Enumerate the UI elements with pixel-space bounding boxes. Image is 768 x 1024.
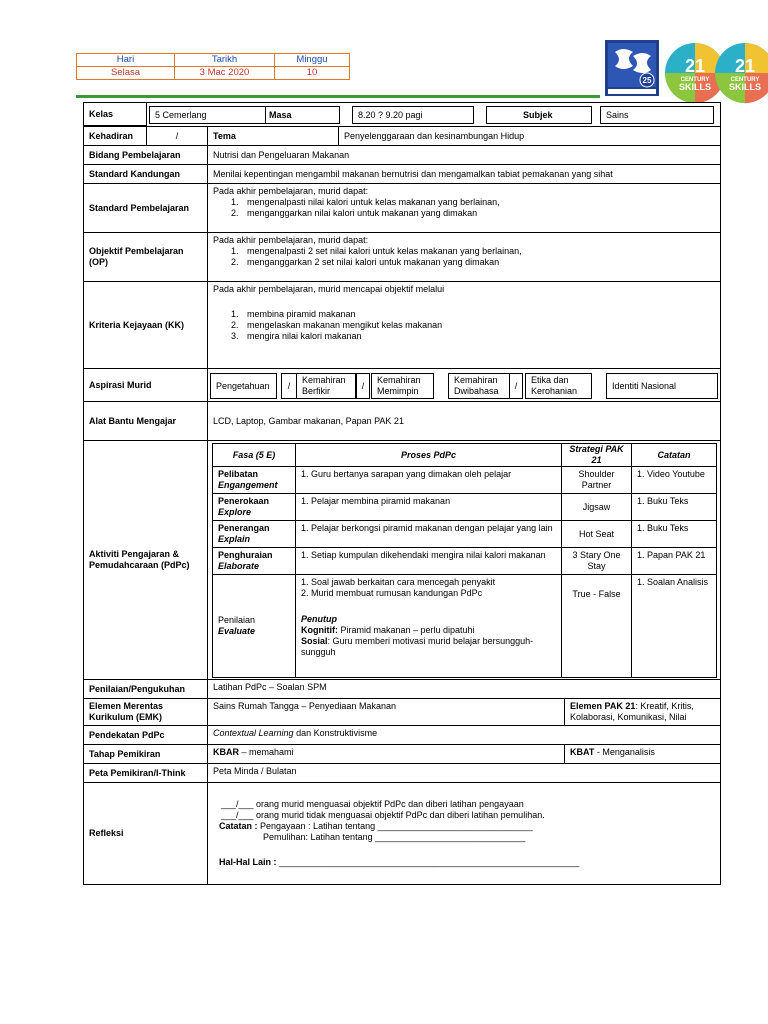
masa-label: Masa <box>264 106 340 124</box>
skills1-number: 21 <box>684 56 706 76</box>
phase-penerokaan <box>212 493 296 521</box>
proses-penilaian-2: 2. Murid membuat rumusan kandungan PdPc <box>301 588 483 598</box>
bidang-label: Bidang Pembelajaran <box>83 145 208 165</box>
proses-penerangan: 1. Pelajar berkongsi piramid makanan dengan pelajar yang lain <box>295 520 562 548</box>
catatan-pelibatan: 1. Video Youtube <box>631 466 717 494</box>
pak21-value: : Kreatif, Kritis, Kolaborasi, Komunikasi, Nilai <box>570 701 694 722</box>
aspirasi-tick-2: / <box>356 373 370 399</box>
refleksi-content <box>207 782 721 885</box>
hari-value: Selasa <box>76 66 175 80</box>
catatan-penghuraian: 1. Papan PAK 21 <box>631 547 717 575</box>
kk-item-2: 2. mengelaskan makanan mengikut kelas makanan <box>241 320 715 331</box>
kognitif-value: Piramid makanan – perlu dipatuhi <box>337 625 475 635</box>
kbar-value: – memahami <box>239 747 294 757</box>
phase-penerokaan-en: Explore <box>218 507 252 517</box>
sosial-label: Sosial <box>301 636 328 646</box>
aktiviti-label: Aktiviti Pengajaran & Pemudahcaraan (PdPc) <box>83 440 208 680</box>
aspirasi-memimpin: Kemahiran Memimpin <box>371 373 434 399</box>
phase-penghuraian <box>212 547 296 575</box>
school-logo <box>603 38 661 98</box>
halhal-value: ____________________________________________________________ <box>276 857 580 867</box>
skills1-century: CENTURY <box>680 77 710 83</box>
aspirasi-tick-3: / <box>509 373 523 399</box>
catatan-penerokaan: 1. Buku Teks <box>631 493 717 521</box>
op-content <box>207 232 721 282</box>
pak21-cell <box>564 698 721 726</box>
strategi-penilaian: True - False <box>561 574 632 678</box>
kk-content <box>207 281 721 369</box>
aspirasi-berfikir: Kemahiran Berfikir <box>296 373 356 399</box>
refleksi-line-1: ___/___ orang murid menguasai objektif PdPc dan diberi latihan pengayaan <box>221 799 524 809</box>
sk-label: Standard Kandungan <box>83 164 208 184</box>
sp-item-1: 1. mengenalpasti nilai kalori untuk kelas makanan yang berlainan, <box>241 197 715 208</box>
kehadiran-label: Kehadiran <box>83 126 147 146</box>
kk-label: Kriteria Kejayaan (KK) <box>83 281 208 369</box>
tarikh-value: 3 Mac 2020 <box>174 66 275 80</box>
pak21-label: Elemen PAK 21 <box>570 701 636 711</box>
subjek-value: Sains <box>600 106 714 124</box>
phase-penilaian-en: Evaluate <box>218 626 256 636</box>
kbat-value: - Menganalisis <box>594 747 655 757</box>
minggu-header: Minggu <box>274 53 350 67</box>
penutup-label: Penutup <box>301 614 337 624</box>
col-catatan: Catatan <box>631 443 717 467</box>
penilaian-label: Penilaian/Pengukuhan <box>83 679 208 699</box>
kk-intro: Pada akhir pembelajaran, murid mencapai objektif melalui <box>213 284 445 294</box>
phase-penerangan-name: Penerangan <box>218 523 270 533</box>
col-strategi: Strategi PAK 21 <box>561 443 632 467</box>
aspirasi-pengetahuan: Pengetahuan <box>210 373 277 399</box>
sp-content <box>207 183 721 233</box>
proses-penilaian-1: 1. Soal jawab berkaitan cara mencegah penyakit <box>301 577 496 587</box>
catatan-penerangan: 1. Buku Teks <box>631 520 717 548</box>
sk-value: Menilai kepentingan mengambil makanan bernutrisi dan mengamalkan tabiat pemakanan yang sihat <box>207 164 721 184</box>
phase-penghuraian-en: Elaborate <box>218 561 260 571</box>
subjek-label: Subjek <box>486 106 592 124</box>
21st-century-skills-logo-2 <box>714 42 768 104</box>
sp-intro: Pada akhir pembelajaran, murid dapat: <box>213 186 369 196</box>
strategi-pelibatan: Shoulder Partner <box>561 466 632 494</box>
aspirasi-tick-1: / <box>281 373 297 399</box>
emk-value: Sains Rumah Tangga – Penyediaan Makanan <box>207 698 565 726</box>
proses-pelibatan: 1. Guru bertanya sarapan yang dimakan oleh pelajar <box>295 466 562 494</box>
pendekatan-value <box>207 725 721 745</box>
emk-label: Elemen Merentas Kurikulum (EMK) <box>83 698 208 726</box>
col-fasa: Fasa (5 E) <box>212 443 296 467</box>
kelas-label: Kelas <box>83 102 147 126</box>
strategi-penerokaan: Jigsaw <box>561 493 632 521</box>
kbar-label: KBAR <box>213 747 239 757</box>
sosial-value: : Guru memberi motivasi murid belajar bersungguh-sungguh <box>301 636 534 657</box>
kbar-cell <box>207 744 565 764</box>
op-label: Objektif Pembelajaran (OP) <box>83 232 208 282</box>
kk-item-3: 3. mengira nilai kalori makanan <box>241 331 715 342</box>
penilaian-value: Latihan PdPc – Soalan SPM <box>207 679 721 699</box>
proses-penghuraian: 1. Setiap kumpulan dikehendaki mengira nilai kalori makanan <box>295 547 562 575</box>
strategi-penerangan: Hot Seat <box>561 520 632 548</box>
pendekatan-italic: Contextual Learning <box>213 728 294 738</box>
phase-pelibatan-name: Pelibatan <box>218 469 259 479</box>
kehadiran-value: / <box>146 126 208 146</box>
phase-penghuraian-name: Penghuraian <box>218 550 273 560</box>
catatan-pengayaan: Pengayaan : Latihan tentang _______________________________ <box>257 821 533 831</box>
aspirasi-label: Aspirasi Murid <box>83 368 208 402</box>
phase-penilaian <box>212 574 296 678</box>
refleksi-label: Refleksi <box>83 782 208 885</box>
catatan-pemulihan: Pemulihan: Latihan tentang ______________________________ <box>263 832 526 842</box>
tahap-label: Tahap Pemikiran <box>83 744 208 764</box>
hari-header: Hari <box>76 53 175 67</box>
aspirasi-row <box>207 368 721 402</box>
phase-penilaian-name: Penilaian <box>218 615 256 625</box>
phase-pelibatan-en: Engangement <box>218 480 278 490</box>
abm-label: Alat Bantu Mengajar <box>83 401 208 441</box>
phase-penerangan <box>212 520 296 548</box>
tema-value: Penyelenggaraan dan kesinambungan Hidup <box>338 126 721 146</box>
sp-item-2: 2. menganggarkan nilai kalori untuk makanan yang dimakan <box>241 208 715 219</box>
bidang-value: Nutrisi dan Pengeluaran Makanan <box>207 145 721 165</box>
abm-value: LCD, Laptop, Gambar makanan, Papan PAK 21 <box>207 401 721 441</box>
tema-label: Tema <box>207 126 339 146</box>
aspirasi-identiti: Identiti Nasional <box>606 373 718 399</box>
catatan-penilaian: 1. Soalan Analisis <box>631 574 717 678</box>
minggu-value: 10 <box>274 66 350 80</box>
phase-penerokaan-name: Penerokaan <box>218 496 270 506</box>
pendekatan-label: Pendekatan PdPc <box>83 725 208 745</box>
masa-value: 8.20 ? 9.20 pagi <box>352 106 474 124</box>
op-intro: Pada akhir pembelajaran, murid dapat: <box>213 235 369 245</box>
aspirasi-dwibahasa: Kemahiran Dwibahasa <box>448 373 510 399</box>
col-proses: Proses PdPc <box>295 443 562 467</box>
kbat-cell <box>564 744 721 764</box>
skills1-skills: SKILLS <box>678 82 712 92</box>
phase-penerangan-en: Explain <box>218 534 251 544</box>
aspirasi-etika: Etika dan Kerohanian <box>525 373 592 399</box>
kelas-value: 5 Cemerlang <box>149 106 266 124</box>
proses-penerokaan: 1. Pelajar membina piramid makanan <box>295 493 562 521</box>
kk-item-1: 1. membina piramid makanan <box>241 309 715 320</box>
op-item-2: 2. menganggarkan 2 set nilai kalori untuk makanan yang dimakan <box>241 257 715 268</box>
school-logo-number: 25 <box>642 76 652 85</box>
header-divider <box>76 95 600 98</box>
peta-label: Peta Pemikiran/I-Think <box>83 763 208 783</box>
op-item-1: 1. mengenalpasti 2 set nilai kalori untuk kelas makanan yang berlainan, <box>241 246 715 257</box>
refleksi-line-2: ___/___ orang murid tidak menguasai objektif PdPc dan diberi latihan pemulihan. <box>221 810 545 820</box>
halhal-label: Hal-Hal Lain : <box>219 857 277 867</box>
sp-label: Standard Pembelajaran <box>83 183 208 233</box>
skills2-century: CENTURY <box>730 77 760 83</box>
kognitif-label: Kognitif: <box>301 625 338 635</box>
catatan-label: Catatan : <box>219 821 258 831</box>
pendekatan-text: dan Konstruktivisme <box>293 728 378 738</box>
phase-pelibatan <box>212 466 296 494</box>
strategi-penghuraian: 3 Stary One Stay <box>561 547 632 575</box>
skills2-skills: SKILLS <box>728 82 762 92</box>
peta-value: Peta Minda / Bulatan <box>207 763 721 783</box>
proses-penilaian <box>295 574 562 678</box>
kbat-label: KBAT <box>570 747 595 757</box>
skills2-number: 21 <box>734 56 756 76</box>
tarikh-header: Tarikh <box>174 53 275 67</box>
